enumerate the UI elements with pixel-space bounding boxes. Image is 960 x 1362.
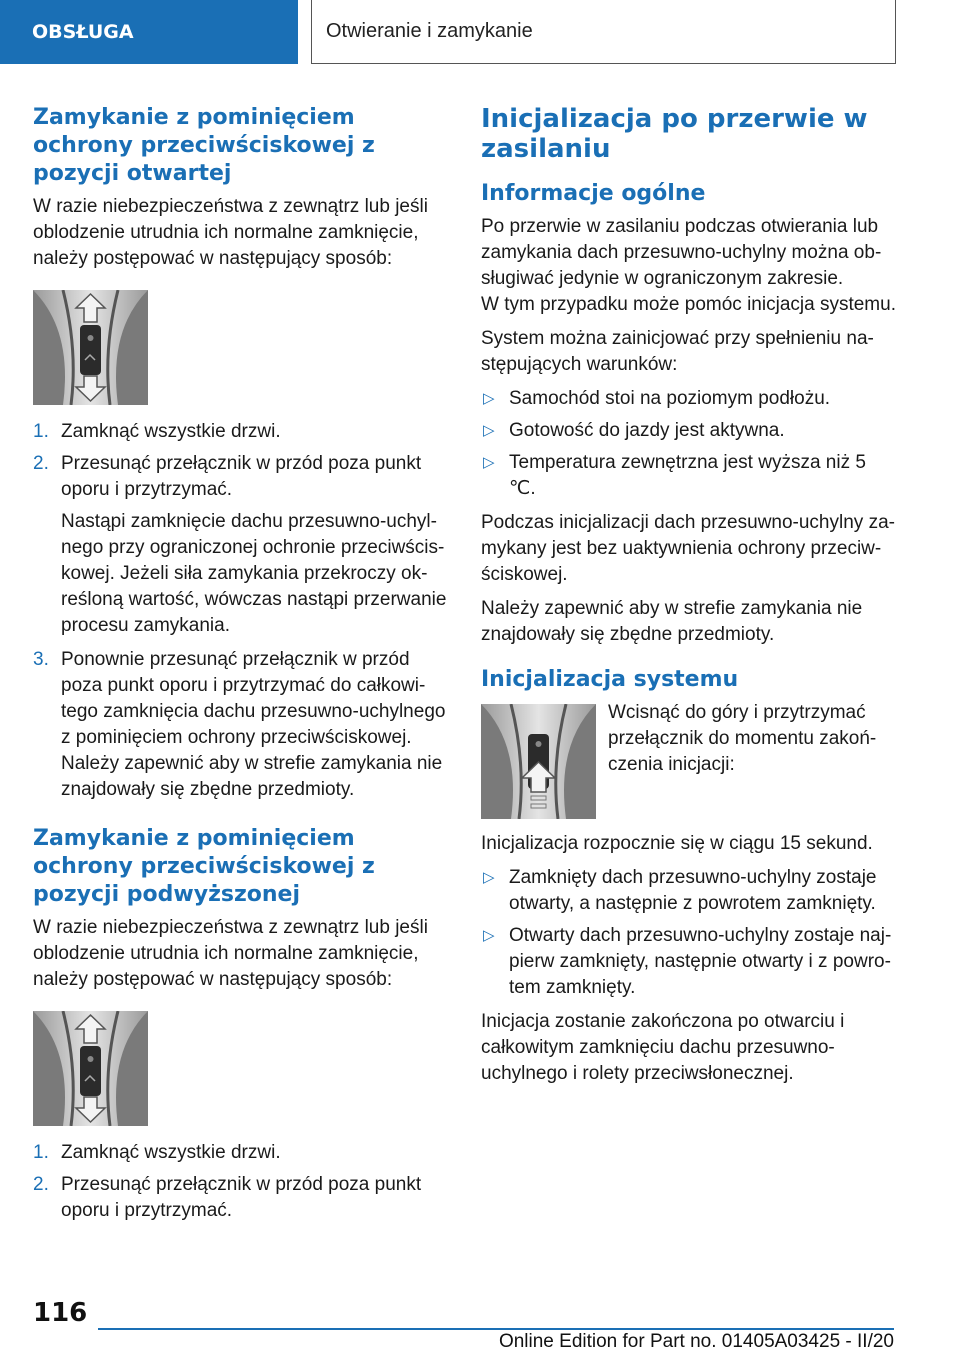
step-text: Przesunąć przełącznik w przód poza punkt oporu i przytrzymać. (61, 453, 422, 500)
heading-close-from-open: Zamykanie z pominięciem ochrony przeciwściskowej z pozycji otwartej (33, 105, 375, 186)
outcomes-list (481, 865, 896, 1001)
list-item (481, 418, 896, 444)
right-column (481, 104, 896, 1095)
list-item (481, 386, 896, 412)
intro-paragraph-2: W razie niebezpieczeństwa z zewnątrz lub jeśli oblodzenie utrudnia ich normalne zamknięcie, należy postępować w następujący sposób: (33, 917, 428, 990)
condition-text: Gotowość do jazdy jest aktywna. (509, 420, 785, 441)
step-text: Zamknąć wszystkie drzwi. (61, 1142, 281, 1163)
step-number: 3. (33, 649, 49, 670)
intro-paragraph-1: W razie niebezpieczeństwa z zewnątrz lub jeśli oblodzenie utrudnia ich normalne zamknięcie, należy postępować w następujący sposób: (33, 196, 428, 269)
left-column (33, 104, 447, 1234)
steps-list-2 (33, 1140, 447, 1224)
list-item (33, 647, 447, 803)
step-text: Przesunąć przełącznik w przód poza punkt oporu i przytrzymać. (61, 1174, 422, 1221)
list-item (481, 450, 896, 502)
conditions-list (481, 386, 896, 502)
paragraph-clear-zone: Należy zapewnić aby w strefie zamykania nie znajdowały się zbędne przedmioty. (481, 598, 863, 645)
footer-edition: Online Edition for Part no. 01405A03425 - II/20 (498, 1331, 894, 1352)
heading-initialization: Inicjalizacja po przerwie w zasilaniu (481, 104, 868, 164)
heading-general-info: Informacje ogólne (481, 181, 706, 206)
step-text: Ponownie przesunąć przełącznik w przód poza punkt oporu i przytrzymać do całkowitego zamknięcia dachu przesuwno-uchylnego z pominięciem ochrony przeciwściskowej. Należy zapewnić aby w strefie zamykania nie znajdowały się zbędne przedmioty. (61, 649, 446, 800)
step-number: 1. (33, 1142, 49, 1163)
triangle-bullet-icon: ▷ (483, 390, 495, 407)
list-item (33, 451, 447, 639)
outcome-text: Zamknięty dach przesuwno-uchylny zostaje otwarty, a następnie z powrotem zamknięty. (509, 867, 877, 914)
chapter-title: Otwieranie i zamykanie (311, 0, 896, 64)
paragraph-init-end: Inicjacja zostanie zakończona po otwarciu i całkowitym zamknięciu dachu przesuwno-uchylnego i rolety przeciwsłonecznej. (481, 1011, 845, 1084)
triangle-bullet-icon: ▷ (483, 869, 495, 886)
page-number: 116 (33, 1298, 88, 1328)
switch-forward-image-1 (33, 290, 148, 405)
condition-text: Samochód stoi na poziomym podłożu. (509, 388, 831, 409)
switch-forward-image-2 (33, 1011, 148, 1126)
step-number: 1. (33, 421, 49, 442)
paragraph-init-help: W tym przypadku może pomóc inicjacja systemu. (481, 294, 896, 315)
paragraph-init-start: Inicjalizacja rozpocznie się w ciągu 15 sekund. (481, 833, 873, 854)
heading-close-from-raised: Zamykanie z pominięciem ochrony przeciwściskowej z pozycji podwyższonej (33, 826, 375, 907)
section-tab: OBSŁUGA (0, 0, 298, 64)
condition-text: Temperatura zewnętrzna jest wyższa niż 5 ℃. (509, 452, 866, 499)
step-note: Nastąpi zamknięcie dachu przesuwno-uchylnego przy ograniczonej ochronie przeciwściskowej. Jeżeli siła zamykania przekroczy określoną wartość, wówczas nastąpi przerwanie procesu zamykania. (61, 511, 447, 636)
step-number: 2. (33, 453, 49, 474)
list-item (33, 419, 447, 445)
list-item (33, 1140, 447, 1166)
triangle-bullet-icon: ▷ (483, 927, 495, 944)
paragraph-conditions-intro: System można zainicjować przy spełnieniu następujących warunków: (481, 328, 874, 375)
heading-system-init: Inicjalizacja systemu (481, 667, 739, 692)
triangle-bullet-icon: ▷ (483, 454, 495, 471)
paragraph-no-protection: Podczas inicjalizacji dach przesuwno-uchylny zamykany jest bez uaktywnienia ochrony przeciwściskowej. (481, 512, 895, 585)
steps-list-1 (33, 419, 447, 803)
footer-divider (98, 1328, 894, 1330)
step-text: Zamknąć wszystkie drzwi. (61, 421, 281, 442)
step-number: 2. (33, 1174, 49, 1195)
switch-up-image (481, 704, 596, 819)
list-item (481, 865, 896, 917)
list-item (33, 1172, 447, 1224)
triangle-bullet-icon: ▷ (483, 422, 495, 439)
outcome-text: Otwarty dach przesuwno-uchylny zostaje najpierw zamknięty, następnie otwarty i z powrotem zamknięty. (509, 925, 892, 998)
list-item (481, 923, 896, 1001)
paragraph-press-hold: Wcisnąć do góry i przytrzymać przełącznik do momentu zakończenia inicjacji: (608, 702, 877, 775)
paragraph-power-loss: Po przerwie w zasilaniu podczas otwierania lub zamykania dach przesuwno-uchylny można obsługiwać jedynie w ograniczonym zakresie. (481, 216, 882, 289)
